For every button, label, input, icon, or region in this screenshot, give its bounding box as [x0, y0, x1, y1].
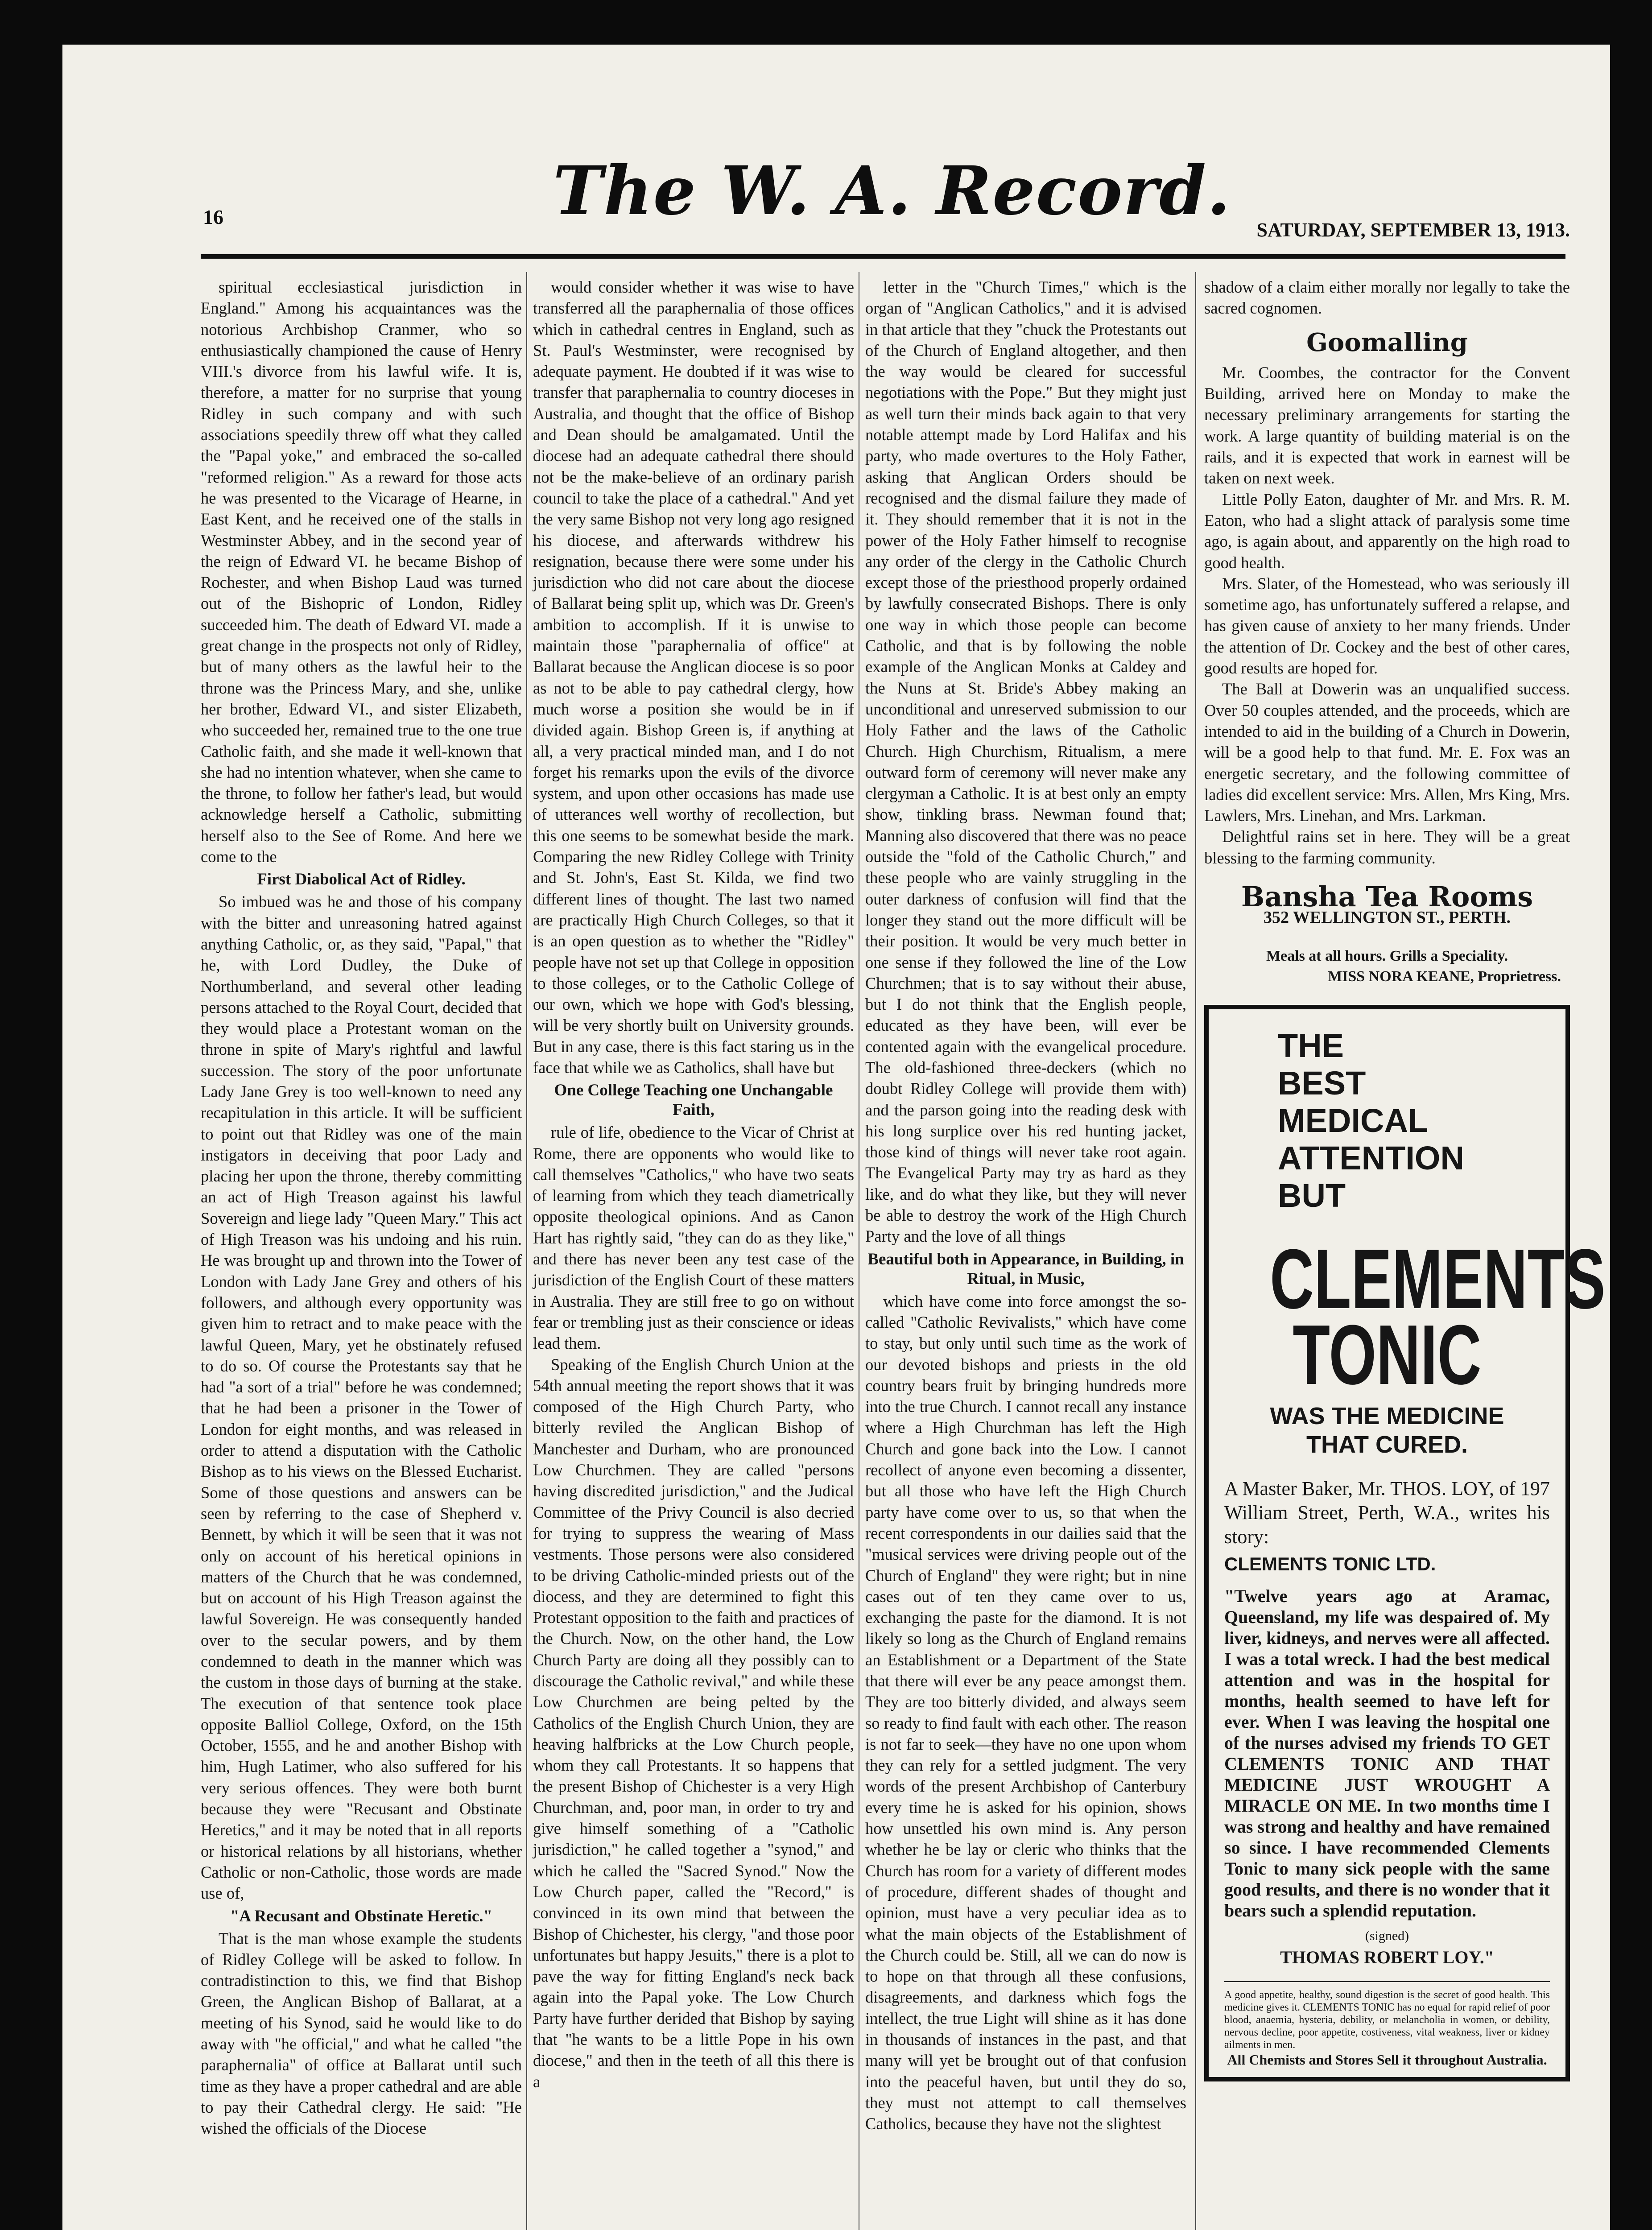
news-column-4	[1204, 277, 1606, 2230]
masthead: The W. A. Record.	[553, 152, 1231, 230]
advert-subhead-line: THAT CURED.	[1306, 1431, 1468, 1458]
advert-subhead	[1224, 1402, 1550, 1459]
article-paragraph: spiritual ecclesiastical jurisdiction in England." Among his acquaintances was the notorious Archbishop Cranmer, who so enthusiastically championed the cause of Henry VIII.'s divorce from his lawful wife. It is, therefore, a matter for no surprise that young Ridley in such company and with such associations speedily threw off what they called the "Papal yoke," and embraced the so-called "reformed religion." As a reward for those acts he was presented to the Vicarage of Hearne, in East Kent, and he received one of the stalls in Westminster Abbey, and in the second year of the reign of Edward VI. he became Bishop of Rochester, and when Bishop Laud was turned out of the Bishopric of London, Ridley succeeded him. The death of Edward VI. made a great change in the prospects not only of Ridley, but of many others as the lawful heir to the throne was the Princess Mary, and she, unlike her brother, Edward VI., and sister Elizabeth, who succeeded her, remained true to the one true Catholic faith, and she made it well-known that she had no intention whatever, when she came to the throne, to follow her father's lead, but would acknowledge herself a Catholic, submitting herself also to the See of Rome. And here we come to the	[201, 278, 522, 866]
subheading: "A Recusant and Obstinate Heretic."	[230, 1907, 493, 1925]
article-paragraph: which have come into force amongst the so-called "Catholic Revivalists," which have come to stay, but only until such time as the work of our devoted bishops and priests in the old country bears fruit by bringing hundreds more into the true Church. I cannot recall any instance where a High Churchman has left the High Church and gone back into the Low. I cannot recollect of anyone even becoming a dissenter, but all those who have left the High Church party have come over to us, so that when the recent correspondents in our dailies said that the "musical services were driving people out of the Church of England" they were right; but in nine cases out of ten they came over to us, exchanging the paste for the diamond. It is not likely so long as the Church of England remains an Establishment or a Department of the State that there will ever be any peace amongst them. They are too bitterly divided, and always seem so ready to find fault with each other. The reason is not far to seek—they have no one upon whom they can rely for a settled judgment. The very words of the present Archbishop of Canterbury every time he is asked for his opinion, shows how unsettled his own mind is. Any person whether he be lay or cleric who thinks that the Church has room for a variety of different modes of procedure, different shades of thought and opinion, must have a very peculiar idea as to what the main objects of the Establishment of the Church could be. Still, all we can do now is to hope on that through all these confusions, disagreements, and darkness which fogs the intellect, the true Light will shine as it has done in thousands of instances in the past, and that many will yet be brought out of that confusion into the peaceful haven, but until they do so, they must not attempt to call themselves Catholics, because they have not the slightest	[865, 1292, 1186, 2133]
article-paragraph: rule of life, obedience to the Vicar of Christ at Rome, there are opponents who would like to call themselves "Catholics," who have two seats of learning from which they teach diametrically opposite theological opinions. And as Canon Hart has rightly said, "they can do as they like," and there has never been any test case of the jurisdiction of the English Court of these matters in Australia. They are still free to go on without fear or trembling just as their conscience or ideas lead them.	[533, 1123, 854, 1353]
advert-product-line: CLEMENTS	[1270, 1231, 1606, 1326]
page-number: 16	[203, 206, 223, 228]
article-paragraph: letter in the "Church Times," which is the organ of "Anglican Catholics," and it is advised in that article that they "chuck the Protestants out of the Church of England altogether, and then the way would be cleared for successful negotiations with the Pope." But they might just as well turn their minds back again to that very notable attempt made by Lord Halifax and his party, who made overtures to the Holy Father, asking that Anglican Orders should be recognised and the dismal failure they made of it. They should remember that it is not in the power of the Holy Father himself to recognise any order of the clergy in the Catholic Church except those of the priesthood properly ordained by lawfully consecrated Bishops. There is only one way in which those people can become Catholic, and that is by following the noble example of the Anglican Monks at Caldey and the Nuns at St. Bride's Abbey making an unconditional and unreserved submission to our Holy Father and the laws of the Catholic Church. High Churchism, Ritualism, a mere outward form of ceremony will never make any clergyman a Catholic. It is at best only an empty show, tinkling brass. Newman found that; Manning also discovered that there was no peace outside the "fold of the Catholic Church," and these people who are vainly struggling in the outer darkness of confusion will find that the longer they stand out the more difficult will be their position. It would be very much better in one sense if they followed the line of the Low Churchmen; that is to say without their abuse, but I do not think that the English people, educated as they have been, will ever be contented again with the evangelical procedure. The old-fashioned three-deckers (which no doubt Ridley College will provide them with) and the parson going into the reading desk with his long surplice over his red hunting jacket, those kind of things will never take root again. The Evangelical Party may try as hard as they like, and do what they like, but they will never be able to destroy the work of the High Church Party and the love of all things	[865, 278, 1186, 1246]
news-paragraph: Delightful rains set in here. They will be a great blessing to the farming community.	[1204, 827, 1570, 867]
advert-company: CLEMENTS TONIC LTD.	[1224, 1553, 1436, 1574]
advert-footer: All Chemists and Stores Sell it throughout Australia.	[1227, 2051, 1547, 2068]
advert-signed: (signed)	[1365, 1929, 1409, 1944]
advert-headline-line: THE	[1278, 1027, 1344, 1064]
advert-product-name	[1270, 1231, 1606, 1402]
subheading: One College Teaching one Unchangable Faith,	[554, 1081, 833, 1119]
article-paragraph: shadow of a claim either morally nor legally to take the sacred cognomen.	[1204, 278, 1570, 318]
tearoom-address: 352 WELLINGTON ST., PERTH.	[1263, 908, 1511, 927]
column-divider	[526, 272, 527, 2230]
news-paragraph: The Ball at Dowerin was an unqualified success. Over 50 couples attended, and the proceeds, which are intended to aid in the building of a Church in Dowerin, will be a good help to that fund. Mr. E. Fox was an energetic secretary, and the following committee of ladies did excellent service: Mrs. Allen, Mrs King, Mrs. Lawlers, Mrs. Linehan, and Mrs. Larkman.	[1204, 680, 1570, 825]
subheading: First Diabolical Act of Ridley.	[257, 870, 466, 889]
dateline: SATURDAY, SEPTEMBER 13, 1913.	[1256, 219, 1570, 241]
article-paragraph: That is the man whose example the students of Ridley College will be asked to follow. In contradistinction to this, we find that Bishop Green, the Anglican Bishop of Ballarat, at a meeting of his Synod, said he would like to do away with "he official," and what he called "the paraphernalia" of office at Ballarat until such time as they have a proper cathedral and are able to pay their Cathedral clergy. He said: "He wished the officials of the Diocese	[201, 1929, 522, 2138]
advert-subhead-line: WAS THE MEDICINE	[1270, 1402, 1504, 1429]
news-paragraph: Mrs. Slater, of the Homestead, who was seriously ill sometime ago, has unfortunately suffered a relapse, and has given cause of anxiety to her many friends. Under the attention of Dr. Cockey and the best of other cares, good results are hoped for.	[1204, 574, 1570, 677]
subheading: Beautiful both in Appearance, in Building, in Ritual, in Music,	[867, 1250, 1184, 1288]
newspaper-page	[62, 45, 1610, 2230]
advert-product-line: TONIC	[1293, 1307, 1482, 1402]
advert-signer: THOMAS ROBERT LOY."	[1280, 1947, 1494, 1967]
clements-tonic-advert	[1204, 1005, 1606, 2081]
tearoom-info: Meals at all hours. Grills a Speciality.	[1266, 947, 1508, 964]
news-paragraph: Little Polly Eaton, daughter of Mr. and Mrs. R. M. Eaton, who had a slight attack of paralysis some time ago, is again about, and apparently on the high road to good health.	[1204, 490, 1570, 572]
page-header	[62, 129, 1610, 259]
advert-headline-line: ATTENTION	[1278, 1139, 1464, 1177]
column-divider	[1195, 272, 1196, 2230]
article-column-3	[865, 277, 1186, 2230]
article-column-1	[201, 277, 522, 2230]
tearoom-name: Bansha Tea Rooms	[1241, 880, 1533, 913]
article-column-2	[533, 277, 854, 2230]
article-paragraph: So imbued was he and those of his company with the bitter and unreasoning hatred against anything Catholic, or, as they said, "Papal," that he, with Lord Dudley, the Duke of Northumberland, and several other leading persons attached to the Royal Court, decided that they would place a Protestant woman on the throne in spite of Mary's rightful and lawful succession. The story of the poor unfortunate Lady Jane Grey is too well-known to need any recapitulation in this article. It will be sufficient to point out that Ridley was one of the main instigators in deceiving that poor Lady and placing her upon the throne, thereby committing an act of High Treason against his lawful Sovereign and liege lady "Queen Mary." This act of High Treason was his undoing and his ruin. He was brought up and thrown into the Tower of London with Lady Jane Grey and others of his followers, and although every opportunity was given him to retract and to make peace with the lawful Queen, Mary, yet he obstinately refused to do so. Of course the Protestants say that he had "a sort of a trial" before he was condemned; that he had been a prisoner in the Tower of London for eight months, and was released in order to attend a disputation with the Catholic Bishop as to his views on the Blessed Eucharist. Some of those questions and answers can be seen by referring to the case of Shepherd v. Bennett, by which it will be seen that it was not only on account of his heretical opinions in matters of the Church that he was condemned, but on account of his High Treason against the lawful Sovereign. He was consequently handed over to the secular powers, and by them condemned to death in the manner which was the custom in those days of burning at the stake. The execution of that sentence took place opposite Balliol College, Oxford, on the 15th October, 1555, and he and another Bishop with him, Hugh Latimer, who also suffered for his very serious offences. They were both burnt because they were "Recusant and Obstinate Heretics," and it may be noted that in all reports or historical relations by all historians, whether Catholic or non-Catholic, those words are made use of,	[201, 892, 522, 1903]
advert-headline-line: BUT	[1278, 1177, 1346, 1214]
section-title: Goomalling	[1306, 327, 1468, 357]
advert-fineprint: A good appetite, healthy, sound digestion is the secret of good health. This medicine gives it. CLEMENTS TONIC has no equal for rapid relief of poor blood, anaemia, hysteria, debility, or melancholia in women, or debility, nervous decline, poor appetite, costiveness, vital weakness, liver or kidney ailments in men.	[1224, 1981, 1550, 2051]
article-paragraph: would consider whether it was wise to have transferred all the paraphernalia of those offices which in cathedral centres in England, such as St. Paul's Westminster, were recognised by adequate payment. He doubted if it was wise to transfer that paraphernalia to country dioceses in Australia, and thought that the office of Bishop and Dean should be amalgamated. Until the diocese had an adequate cathedral there should not be the make-believe of an ordinary parish council to take the place of a cathedral." And yet the very same Bishop not very long ago resigned his diocese, and afterwards withdrew his resignation, because there were some under his jurisdiction who did not care about the diocese of Ballarat being split up, which was Dr. Green's ambition to accomplish. If it is unwise to maintain those "paraphernalia of office" at Ballarat because the Anglican diocese is so poor as not to be able to pay cathedral clergy, how much worse a position she would be in if divided again. Bishop Green is, if anything at all, a very practical minded man, and I do not forget his remarks upon the evils of the divorce system, and upon other occasions has made use of utterances well worthy of recollection, but this one seems to be somewhat beside the mark. Comparing the new Ridley College with Trinity and St. John's, East St. Kilda, we find two different lines of thought. The last two named are practically High Church Colleges, so that it is an open question as to whether the "Ridley" people have not set up that College in opposition to those colleges, or to the Catholic College of our own, which we hope with God's blessing, will be very shortly built on University grounds. But in any case, there is this fact staring us in the face that while we as Catholics, shall have but	[533, 278, 854, 1077]
advert-headline-line: BEST	[1278, 1064, 1366, 1102]
tearoom-advert	[1204, 880, 1570, 987]
header-rule	[201, 254, 1565, 259]
advert-headline-line: MEDICAL	[1278, 1102, 1429, 1139]
advert-testimonial: "Twelve years ago at Aramac, Queensland, my life was despaired of. My liver, kidneys, and nerves were all affected. I was a total wreck. I had the best medical attention and was in the hospital for months, health seemed to have left for ever. When I was leaving the hospital one of the nurses advised my friends TO GET CLEMENTS TONIC AND THAT MEDICINE JUST WROUGHT A MIRACLE ON ME. In two months time I was strong and healthy and have remained so since. I have recommended Clements Tonic to many sick people with the same good results, and there is no wonder that it bears such a splendid reputation.	[1224, 1586, 1550, 1921]
article-paragraph: Speaking of the English Church Union at the 54th annual meeting the report shows that it was composed of the High Church Party, who bitterly reviled the Anglican Bishop of Manchester and Durham, who are pronounced Low Churchmen. They are called "persons having discredited jurisdiction," and the Judical Committee of the Privy Council is also decried for trying to suppress the wearing of Mass vestments. Those persons were also considered to be driving Catholic-minded priests out of the diocess, and they are determined to fight this Protestant opposition to the faith and practices of the Church. Now, on the other hand, the Low Church Party are doing all they possibly can to discourage the Catholic revival," and while these Low Churchmen are being pelted by the Catholics of the English Church Union, they are heaving halfbricks at the Low Church people, whom they call Protestants. It so happens that the present Bishop of Chichester is a very High Churchman, and, poor man, in order to try and give himself something of a "Catholic jurisdiction," he called together a "synod," and which he called the "Sacred Synod." Now the Low Church paper, called the "Record," is convinced in its own mind that between the Bishop of Chichester, his clergy, "and those poor unfortunates but happy Jesuits," there is a plot to pave the way for fitting England's neck back again into the Papal yoke. The Low Church Party have further derided that Bishop by saying that "he wants to be a little Pope in his own diocese," and then in the teeth of all this there is a	[533, 1355, 854, 2091]
advert-headline	[1278, 1027, 1550, 1214]
advert-intro: A Master Baker, Mr. THOS. LOY, of 197 William Street, Perth, W.A., writes his story:	[1224, 1477, 1550, 1548]
tearoom-proprietress: MISS NORA KEANE, Proprietress.	[1328, 968, 1561, 985]
news-paragraph: Mr. Coombes, the contractor for the Convent Building, arrived here on Monday to make the necessary preliminary arrangements for starting the work. A large quantity of building material is on the rails, and it is expected that work in earnest will be taken on next week.	[1204, 363, 1570, 487]
